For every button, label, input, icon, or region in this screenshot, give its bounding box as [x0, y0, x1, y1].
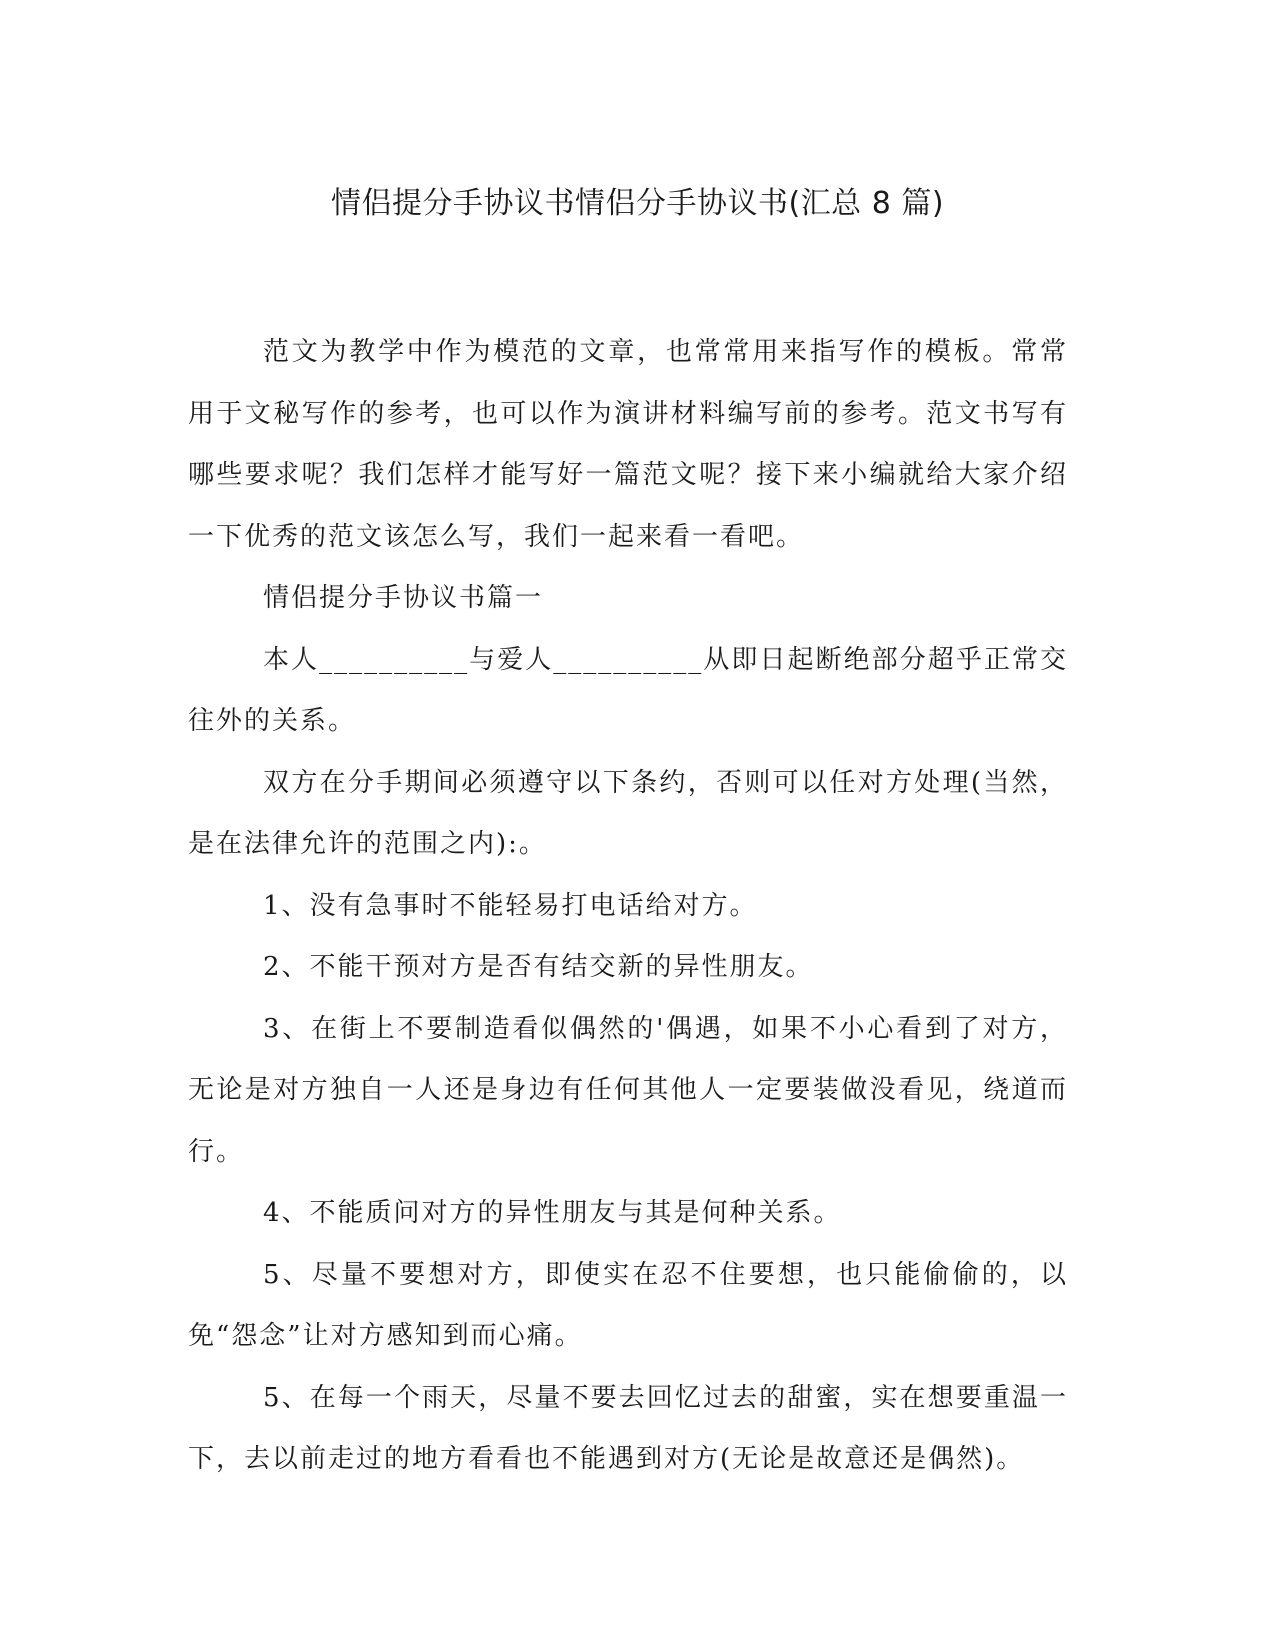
document-body: [188, 322, 1068, 1491]
rule-item-5: 5、尽量不要想对方，即使实在忍不住要想，也只能偷偷的，以免“怨念”让对方感知到而心痛。: [188, 1259, 1068, 1351]
rule-item-3: 3、在街上不要制造看似偶然的'偶遇，如果不小心看到了对方，无论是对方独自一人还是身边有任何其他人一定要装做没看见，绕道而行。: [188, 1013, 1068, 1167]
rule-item-1: 1、没有急事时不能轻易打电话给对方。: [263, 890, 758, 921]
agreement-parties-paragraph: 本人__________与爱人__________从即日起断绝部分超乎正常交往外的关系。: [188, 644, 1068, 736]
section-heading: 情侣提分手协议书篇一: [263, 583, 544, 613]
intro-paragraph: 范文为教学中作为模范的文章，也常常用来指写作的模板。常常用于文秘写作的参考，也可以作为演讲材料编写前的参考。范文书写有哪些要求呢？我们怎样才能写好一篇范文呢？接下来小编就给大家介绍一下优秀的范文该怎么写，我们一起来看一看吧。: [188, 337, 1068, 552]
agreement-terms-paragraph: 双方在分手期间必须遵守以下条约，否则可以任对方处理(当然，是在法律允许的范围之内):。: [188, 767, 1068, 859]
document-title: 情侣提分手协议书情侣分手协议书(汇总 8 篇): [330, 186, 945, 221]
rule-item-5-second: 5、在每一个雨天，尽量不要去回忆过去的甜蜜，实在想要重温一下，去以前走过的地方看看也不能遇到对方(无论是故意还是偶然)。: [188, 1382, 1068, 1474]
rule-item-4: 4、不能质问对方的异性朋友与其是何种关系。: [263, 1198, 842, 1228]
rule-item-2: 2、不能干预对方是否有结交新的异性朋友。: [263, 952, 814, 982]
